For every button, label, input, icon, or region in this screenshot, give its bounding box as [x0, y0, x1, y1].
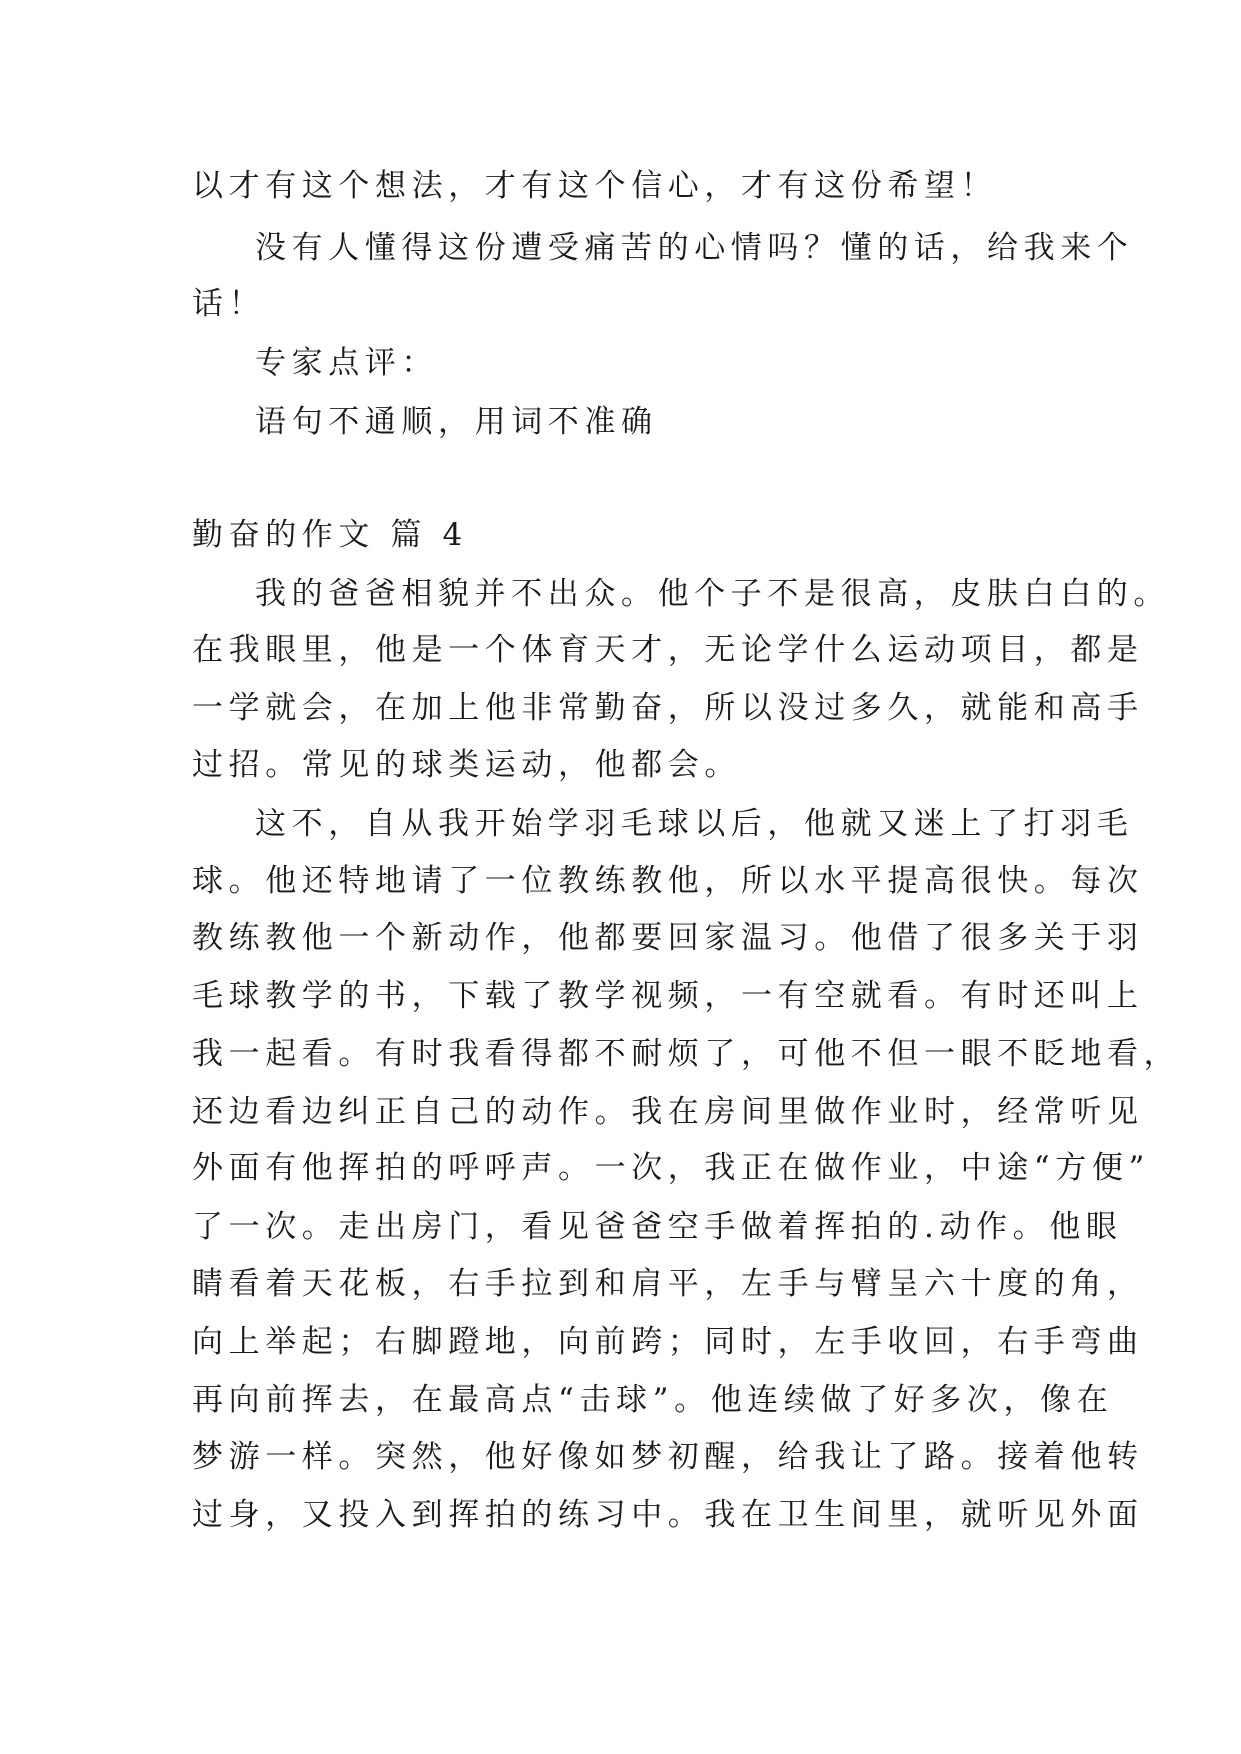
- text-line: 没有人懂得这份遭受痛苦的心情吗？懂的话，给我来个: [255, 230, 1134, 266]
- paragraph-line: 了一次。走出房门，看见爸爸空手做着挥拍的.动作。他眼: [192, 1209, 1123, 1245]
- paragraph-line: 我一起看。有时我看得都不耐烦了，可他不但一眼不眨地看，: [192, 1036, 1181, 1072]
- paragraph-line: 一学就会，在加上他非常勤奋，所以没过多久，就能和高手: [192, 690, 1144, 726]
- section-title: 勤奋的作文 篇 4: [192, 517, 468, 553]
- paragraph-line: 外面有他挥拍的呼呼声。一次，我正在做作业，中途“方便”: [192, 1150, 1150, 1186]
- paragraph-line: 睛看着天花板，右手拉到和肩平，左手与臂呈六十度的角，: [192, 1266, 1144, 1302]
- paragraph-line: 梦游一样。突然，他好像如梦初醒，给我让了路。接着他转: [192, 1439, 1144, 1475]
- paragraph-line: 毛球教学的书，下载了教学视频，一有空就看。有时还叫上: [192, 978, 1144, 1014]
- paragraph-line: 过身，又投入到挥拍的练习中。我在卫生间里，就听见外面: [192, 1497, 1144, 1533]
- paragraph-line: 我的爸爸相貌并不出众。他个子不是很高，皮肤白白的。: [255, 576, 1170, 612]
- paragraph-line: 球。他还特地请了一位教练教他，所以水平提高很快。每次: [192, 863, 1144, 899]
- expert-comment-heading: 专家点评：: [255, 345, 438, 381]
- text-line: 话！: [192, 286, 266, 322]
- paragraph-line: 还边看边纠正自己的动作。我在房间里做作业时，经常听见: [192, 1094, 1144, 1130]
- paragraph-line: 过招。常见的球类运动，他都会。: [192, 747, 741, 783]
- paragraph-line: 教练教他一个新动作，他都要回家温习。他借了很多关于羽: [192, 920, 1144, 956]
- text-line: 以才有这个想法，才有这个信心，才有这份希望！: [192, 168, 998, 204]
- paragraph-line: 在我眼里，他是一个体育天才，无论学什么运动项目，都是: [192, 632, 1144, 668]
- paragraph-line: 向上举起；右脚蹬地，向前跨；同时，左手收回，右手弯曲: [192, 1324, 1144, 1360]
- paragraph-line: 这不，自从我开始学羽毛球以后，他就又迷上了打羽毛: [255, 806, 1134, 842]
- paragraph-line: 再向前挥去，在最高点“击球”。他连续做了好多次，像在: [192, 1382, 1114, 1418]
- expert-comment-text: 语句不通顺，用词不准确: [255, 404, 658, 440]
